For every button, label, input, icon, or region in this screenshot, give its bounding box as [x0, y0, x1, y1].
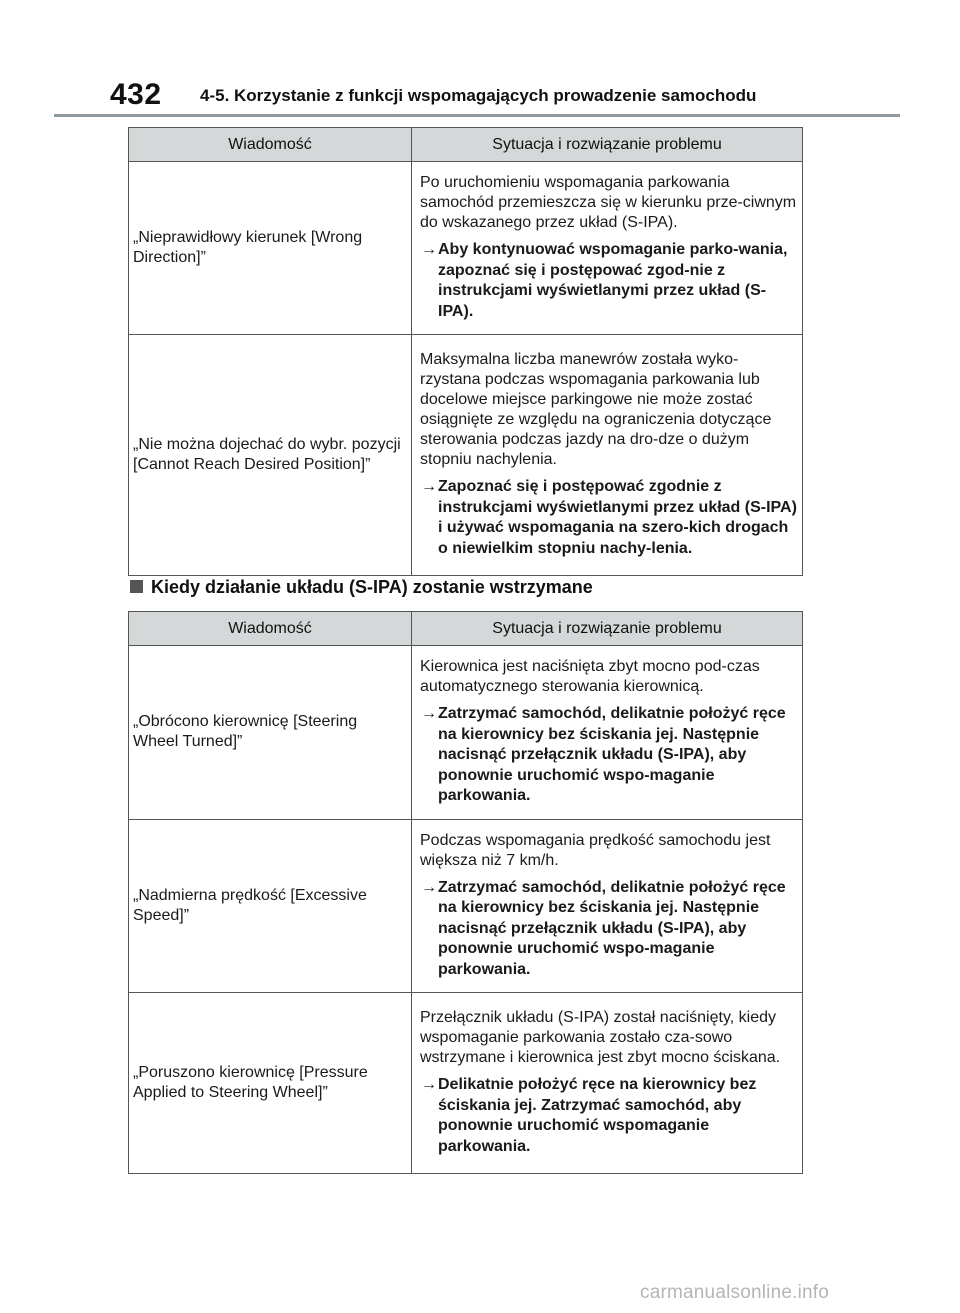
section-title: Kiedy działanie układu (S-IPA) zostanie wstrzymane [151, 577, 593, 597]
page-header [0, 0, 960, 118]
solution-cell [412, 646, 803, 820]
message-cell: „Nadmierna prędkość [Excessive Speed]” [129, 819, 412, 993]
action-text: Aby kontynuować wspomaganie parko-wania, zapoznać się i postępować zgod-nie z instrukcjami wyświetlanymi przez układ (S-IPA). [438, 241, 788, 320]
messages-table-1 [128, 127, 803, 576]
action-text: Delikatnie położyć ręce na kierownicy bez ściskania jej. Zatrzymać samochód, aby ponownie uruchomić wspomaganie parkowania. [438, 1076, 757, 1155]
action-text: Zatrzymać samochód, delikatnie położyć ręce na kierownicy bez ściskania jej. Następnie nacisnąć przełącznik układu (S-IPA), aby ponownie uruchomić wspo-maganie parkowania. [438, 878, 786, 978]
action-text: Zatrzymać samochód, delikatnie położyć ręce na kierownicy bez ściskania jej. Następnie nacisnąć przełącznik układu (S-IPA), aby ponownie uruchomić wspo-maganie parkowania. [438, 705, 786, 804]
message-cell: „Nieprawidłowy kierunek [Wrong Direction]” [129, 162, 412, 335]
section-heading [130, 577, 593, 598]
action-item [420, 878, 797, 981]
table-row [129, 162, 803, 335]
chapter-title: 4-5. Korzystanie z funkcji wspomagających prowadzenie samochodu [200, 86, 757, 105]
table-row [129, 993, 803, 1174]
arrow-right-icon: → [421, 241, 437, 258]
header-divider [54, 114, 900, 117]
column-header-message: Wiadomość [129, 612, 412, 646]
table-header-row [129, 128, 803, 162]
messages-table-2 [128, 611, 803, 1174]
watermark: carmanualsonline.info [640, 1282, 830, 1303]
arrow-right-icon: → [421, 1076, 437, 1093]
action-item [420, 240, 797, 322]
action-item [420, 704, 797, 807]
situation-text: Przełącznik układu (S-IPA) został naciśnięty, kiedy wspomaganie parkowania zostało cza-sowo wstrzymane i kierownica jest zbyt mocno ściskana. [420, 1009, 781, 1066]
action-item [420, 1075, 797, 1157]
page-number: 432 [110, 78, 162, 111]
message-cell: „Nie można dojechać do wybr. pozycji [Cannot Reach Desired Position]” [129, 335, 412, 576]
solution-cell [412, 335, 803, 576]
arrow-right-icon: → [421, 478, 437, 495]
message-cell: „Poruszono kierownicę [Pressure Applied to Steering Wheel]” [129, 993, 412, 1174]
table-row [129, 646, 803, 820]
table-row [129, 819, 803, 993]
situation-text: Podczas wspomagania prędkość samochodu jest większa niż 7 km/h. [420, 831, 771, 869]
column-header-message: Wiadomość [129, 128, 412, 162]
solution-cell [412, 819, 803, 993]
action-text: Zapoznać się i postępować zgodnie z instrukcjami wyświetlanymi przez układ (S-IPA) i używać wspomagania na szero-kich drogach o niewielkim stopniu nachy-lenia. [438, 478, 797, 557]
solution-cell [412, 993, 803, 1174]
table-row [129, 335, 803, 576]
message-cell: „Obrócono kierownicę [Steering Wheel Turned]” [129, 646, 412, 820]
column-header-solution: Sytuacja i rozwiązanie problemu [412, 612, 803, 646]
situation-text: Kierownica jest naciśnięta zbyt mocno pod-czas automatycznego sterowania kierownicą. [420, 658, 760, 695]
arrow-right-icon: → [421, 878, 437, 896]
solution-cell [412, 162, 803, 335]
arrow-right-icon: → [421, 705, 437, 722]
table-header-row [129, 612, 803, 646]
column-header-solution: Sytuacja i rozwiązanie problemu [412, 128, 803, 162]
square-bullet-icon [130, 580, 143, 593]
situation-text: Po uruchomieniu wspomagania parkowania samochód przemieszcza się w kierunku prze-ciwnym do wskazanego przez układ (S-IPA). [420, 174, 797, 231]
action-item [420, 477, 797, 559]
situation-text: Maksymalna liczba manewrów została wyko-rzystana podczas wspomagania parkowania lub docelowe miejsce parkingowe nie może zostać osiągnięte ze względu na ograniczenia dotyczące sterowania podczas jazdy na dro-dze o dużym stopniu nachylenia. [420, 351, 772, 468]
